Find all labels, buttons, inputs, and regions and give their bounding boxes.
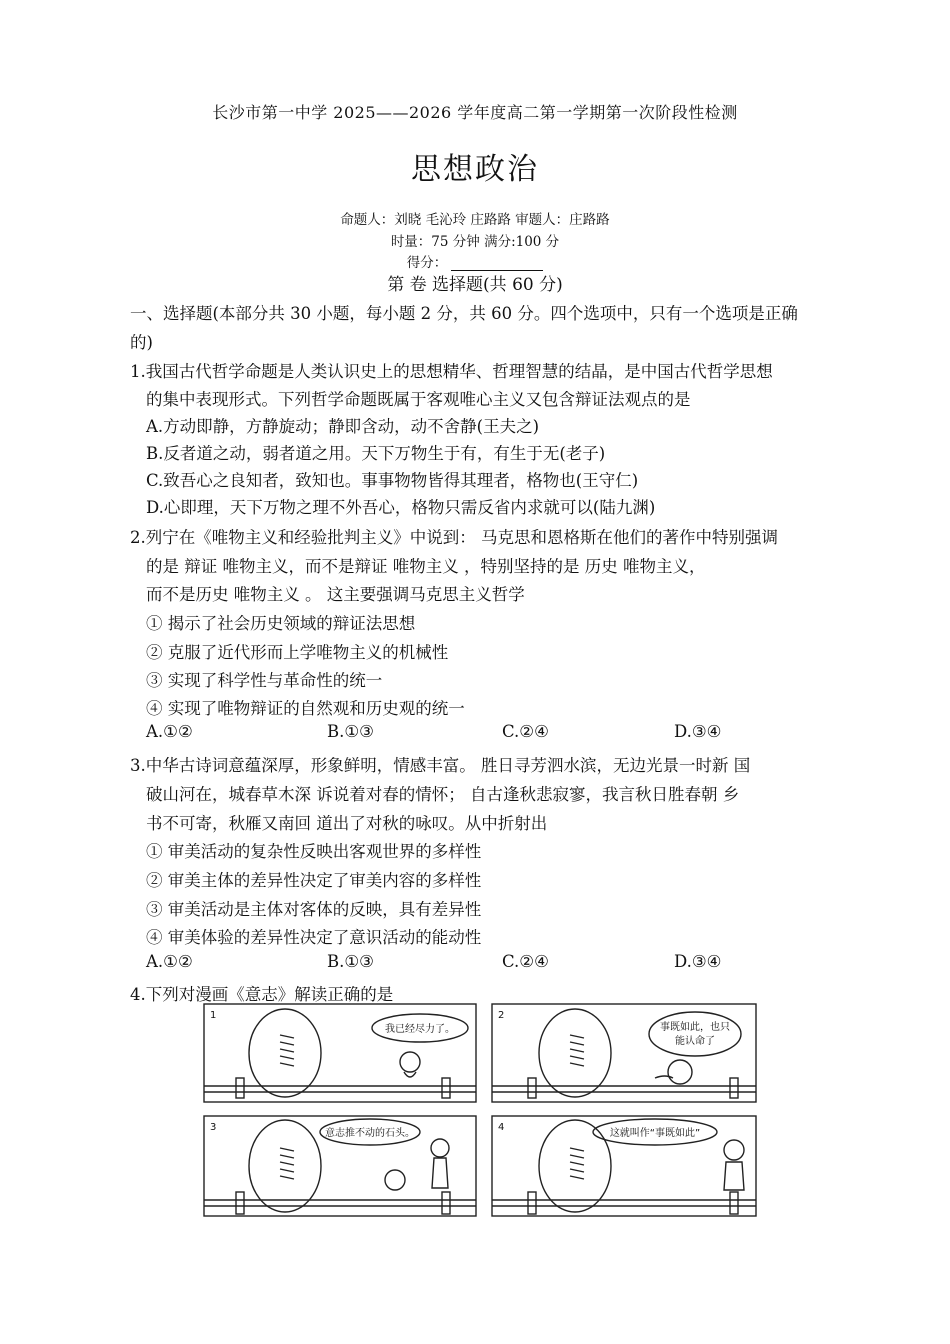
q2-item-4: ④ 实现了唯物辩证的自然观和历史观的统一 <box>146 699 465 718</box>
comic-bubble-text-4: 这就叫作“事既如此” <box>609 1128 701 1139</box>
q3-choice-c: C.②④ <box>502 952 549 971</box>
comic-panel-number-4: 4 <box>498 1122 505 1133</box>
q3-item-1: ① 审美活动的复杂性反映出客观世界的多样性 <box>146 842 482 861</box>
q2-item-3: ③ 实现了科学性与革命性的统一 <box>146 671 383 690</box>
q3-stem-line-1: 3.中华古诗词意蕴深厚，形象鲜明，情感丰富。 胜日寻芳泗水滨，无边光景一时新 国 <box>130 756 751 775</box>
exam-header: 长沙市第一中学 2025——2026 学年度高二第一学期第一次阶段性检测 <box>212 103 738 122</box>
q3-choice-a: A.①② <box>146 952 193 971</box>
q3-choice-b: B.①③ <box>327 952 374 971</box>
q2-stem-line-2: 的是 辩证 唯物主义，而不是辩证 唯物主义 ，特别坚持的是 历史 唯物主义， <box>146 557 706 576</box>
score-field <box>0 251 950 271</box>
authors-line: 命题人：刘晓 毛沁玲 庄路路 审题人：庄路路 <box>340 212 610 228</box>
q1-option-b: B.反者道之动，弱者道之用。天下万物生于有，有生于无(老子) <box>146 444 606 463</box>
comic-bubble-text-2b: 能认命了 <box>675 1036 715 1047</box>
q2-stem-line-1: 2.列宁在《唯物主义和经验批判主义》中说到： 马克思和恩格斯在他们的著作中特别强调 <box>130 528 778 547</box>
q2-item-1: ① 揭示了社会历史领域的辩证法思想 <box>146 614 416 633</box>
q1-option-a: A.方动即静，方静旋动；静即含动，动不舍静(王夫之) <box>146 417 540 436</box>
q3-stem-line-3: 书不可寄，秋雁又南回 道出了对秋的咏叹。从中折射出 <box>146 814 548 833</box>
score-blank <box>451 256 543 271</box>
comic-panel-number-2: 2 <box>498 1010 505 1021</box>
comic-bubble-text-3: 意志推不动的石头。 <box>325 1128 415 1139</box>
bubble-2 <box>649 1012 741 1056</box>
section-title: 第 卷 选择题(共 60 分) <box>387 275 563 295</box>
q4-stem: 4.下列对漫画《意志》解读正确的是 <box>130 985 394 1004</box>
subject-title: 思想政治 <box>411 152 539 187</box>
q2-choice-a: A.①② <box>146 722 193 741</box>
comic-bubble-text-2a: 事既如此，也只 <box>660 1022 730 1033</box>
q2-stem-line-3: 而不是历史 唯物主义 。 这主要强调马克思主义哲学 <box>146 585 525 604</box>
q1-option-c: C.致吾心之良知者，致知也。事事物物皆得其理者，格物也(王守仁) <box>146 471 639 490</box>
q3-item-2: ② 审美主体的差异性决定了审美内容的多样性 <box>146 871 482 890</box>
comic-panel-1 <box>204 1004 476 1102</box>
q3-stem-line-2: 破山河在，城春草木深 诉说着对春的情怀； 自古逢秋悲寂寥，我言秋日胜春朝 乡 <box>146 785 740 804</box>
time-score-line: 时量：75 分钟 满分:100 分 <box>390 234 560 250</box>
q1-stem-line-2: 的集中表现形式。下列哲学命题既属于客观唯心主义又包含辩证法观点的是 <box>146 390 691 409</box>
q2-item-2: ② 克服了近代形而上学唯物主义的机械性 <box>146 643 449 662</box>
score-label: 得分： <box>406 255 448 271</box>
comic-panel-number-3: 3 <box>210 1122 217 1133</box>
comic-panel-number-1: 1 <box>210 1010 217 1021</box>
q2-choice-c: C.②④ <box>502 722 549 741</box>
q1-stem-line-1: 1.我国古代哲学命题是人类认识史上的思想精华、哲理智慧的结晶，是中国古代哲学思想 <box>130 362 773 381</box>
q3-item-4: ④ 审美体验的差异性决定了意识活动的能动性 <box>146 928 482 947</box>
instructions-line-1: 一、选择题(本部分共 30 小题，每小题 2 分，共 60 分。四个选项中，只有一个选项是正确 <box>130 304 798 323</box>
q2-choice-d: D.③④ <box>674 722 722 741</box>
q2-choice-b: B.①③ <box>327 722 374 741</box>
q1-option-d: D.心即理，天下万物之理不外吾心，格物只需反省内求就可以(陆九渊) <box>146 498 656 517</box>
comic-willpower <box>200 1000 760 1220</box>
q3-choice-d: D.③④ <box>674 952 722 971</box>
q3-item-3: ③ 审美活动是主体对客体的反映，具有差异性 <box>146 900 482 919</box>
instructions-line-2: 的) <box>130 333 153 352</box>
comic-bubble-text-1: 我已经尽力了。 <box>385 1024 455 1035</box>
